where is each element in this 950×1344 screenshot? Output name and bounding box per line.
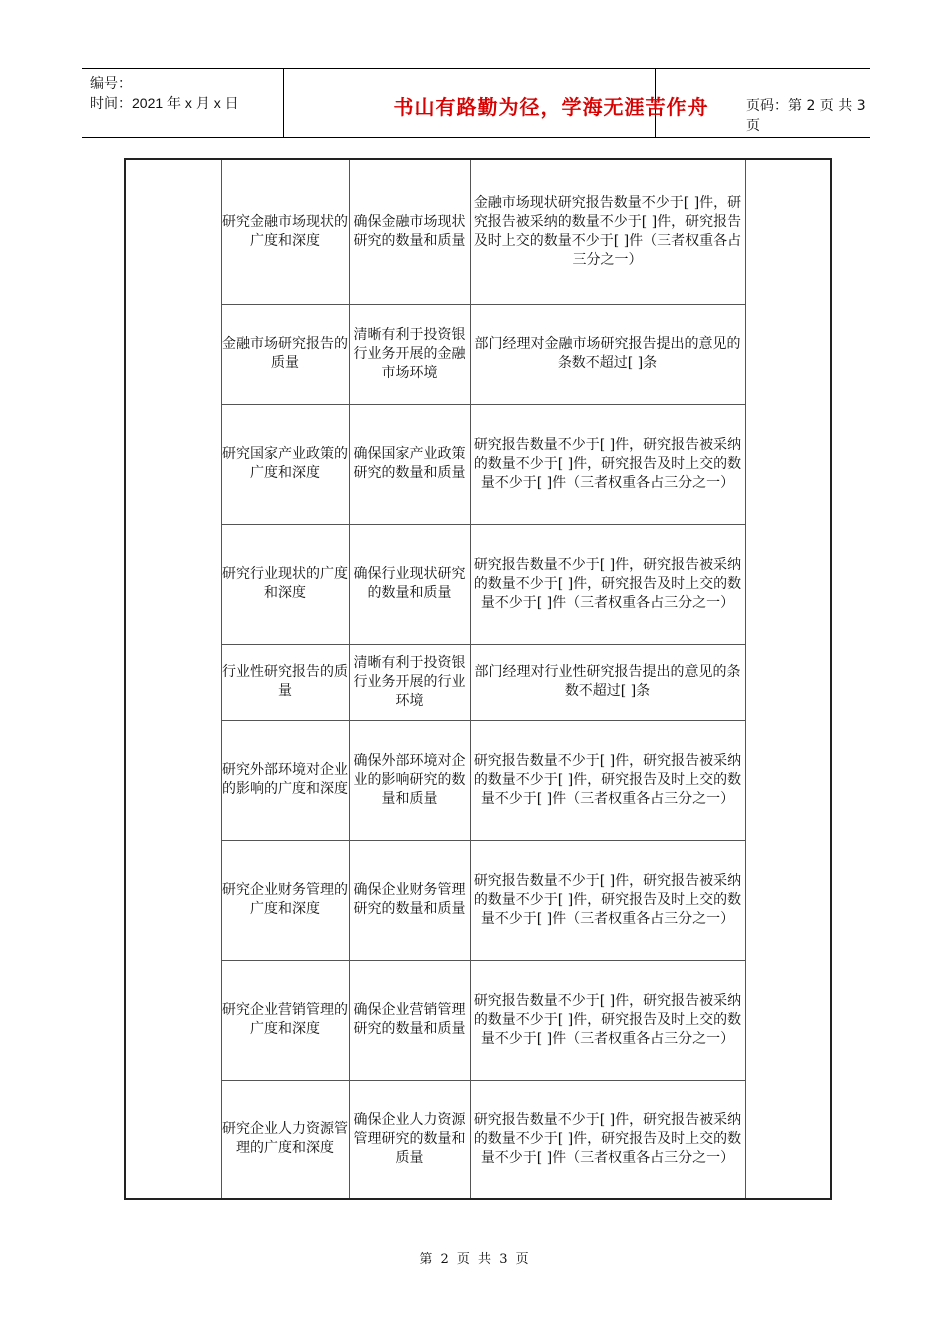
table-row [125, 524, 831, 644]
item-cell: 金融市场研究报告的质量 [221, 304, 349, 404]
standard-cell: 研究报告数量不少于[ ]件，研究报告被采纳的数量不少于[ ]件，研究报告及时上交的数量不少于[ ]件（三者权重各占三分之一） [470, 960, 745, 1080]
document-date: 时间：2021 年 x 月 x 日 [90, 95, 239, 111]
header-meta [90, 73, 239, 113]
standard-cell: 部门经理对金融市场研究报告提出的意见的条数不超过[ ]条 [470, 304, 745, 404]
goal-cell: 确保国家产业政策研究的数量和质量 [349, 404, 470, 524]
table-row [125, 304, 831, 404]
item-cell: 研究企业人力资源管理的广度和深度 [221, 1080, 349, 1199]
table-row [125, 644, 831, 720]
standard-cell: 部门经理对行业性研究报告提出的意见的条数不超过[ ]条 [470, 644, 745, 720]
standard-cell: 研究报告数量不少于[ ]件，研究报告被采纳的数量不少于[ ]件，研究报告及时上交的数量不少于[ ]件（三者权重各占三分之一） [470, 404, 745, 524]
goal-cell: 确保行业现状研究的数量和质量 [349, 524, 470, 644]
header-motto: 书山有路勤为径，学海无涯苦作舟 [393, 95, 709, 119]
standard-cell: 研究报告数量不少于[ ]件，研究报告被采纳的数量不少于[ ]件，研究报告及时上交的数量不少于[ ]件（三者权重各占三分之一） [470, 1080, 745, 1199]
table-row [125, 840, 831, 960]
item-cell: 研究行业现状的广度和深度 [221, 524, 349, 644]
table-row [125, 720, 831, 840]
standard-cell: 研究报告数量不少于[ ]件，研究报告被采纳的数量不少于[ ]件，研究报告及时上交的数量不少于[ ]件（三者权重各占三分之一） [470, 720, 745, 840]
remark-cell [745, 159, 831, 1199]
item-cell: 研究金融市场现状的广度和深度 [221, 159, 349, 304]
goal-cell: 清晰有利于投资银行业务开展的行业环境 [349, 644, 470, 720]
header-page-code: 页码：第 2 页 共 3 页 [746, 98, 866, 134]
item-cell: 研究国家产业政策的广度和深度 [221, 404, 349, 524]
document-number: 编号： [90, 75, 132, 91]
item-cell: 研究外部环境对企业的影响的广度和深度 [221, 720, 349, 840]
goal-cell: 确保外部环境对企业的影响研究的数量和质量 [349, 720, 470, 840]
goal-cell: 确保企业人力资源管理研究的数量和质量 [349, 1080, 470, 1199]
table-row [125, 404, 831, 524]
goal-cell: 确保企业营销管理研究的数量和质量 [349, 960, 470, 1080]
standard-cell: 研究报告数量不少于[ ]件，研究报告被采纳的数量不少于[ ]件，研究报告及时上交的数量不少于[ ]件（三者权重各占三分之一） [470, 840, 745, 960]
table-row [125, 1080, 831, 1199]
item-cell: 研究企业营销管理的广度和深度 [221, 960, 349, 1080]
category-cell [125, 159, 221, 1199]
standard-cell: 金融市场现状研究报告数量不少于[ ]件，研究报告被采纳的数量不少于[ ]件，研究报告及时上交的数量不少于[ ]件（三者权重各占三分之一） [470, 159, 745, 304]
header-divider [283, 69, 284, 137]
goal-cell: 确保企业财务管理研究的数量和质量 [349, 840, 470, 960]
goal-cell: 确保金融市场现状研究的数量和质量 [349, 159, 470, 304]
table-row [125, 960, 831, 1080]
item-cell: 研究企业财务管理的广度和深度 [221, 840, 349, 960]
table-row [125, 159, 831, 304]
kpi-table [124, 158, 832, 1200]
page-footer: 第 2 页 共 3 页 [419, 1252, 531, 1267]
item-cell: 行业性研究报告的质量 [221, 644, 349, 720]
goal-cell: 清晰有利于投资银行业务开展的金融市场环境 [349, 304, 470, 404]
standard-cell: 研究报告数量不少于[ ]件，研究报告被采纳的数量不少于[ ]件，研究报告及时上交的数量不少于[ ]件（三者权重各占三分之一） [470, 524, 745, 644]
page-header [82, 68, 870, 138]
